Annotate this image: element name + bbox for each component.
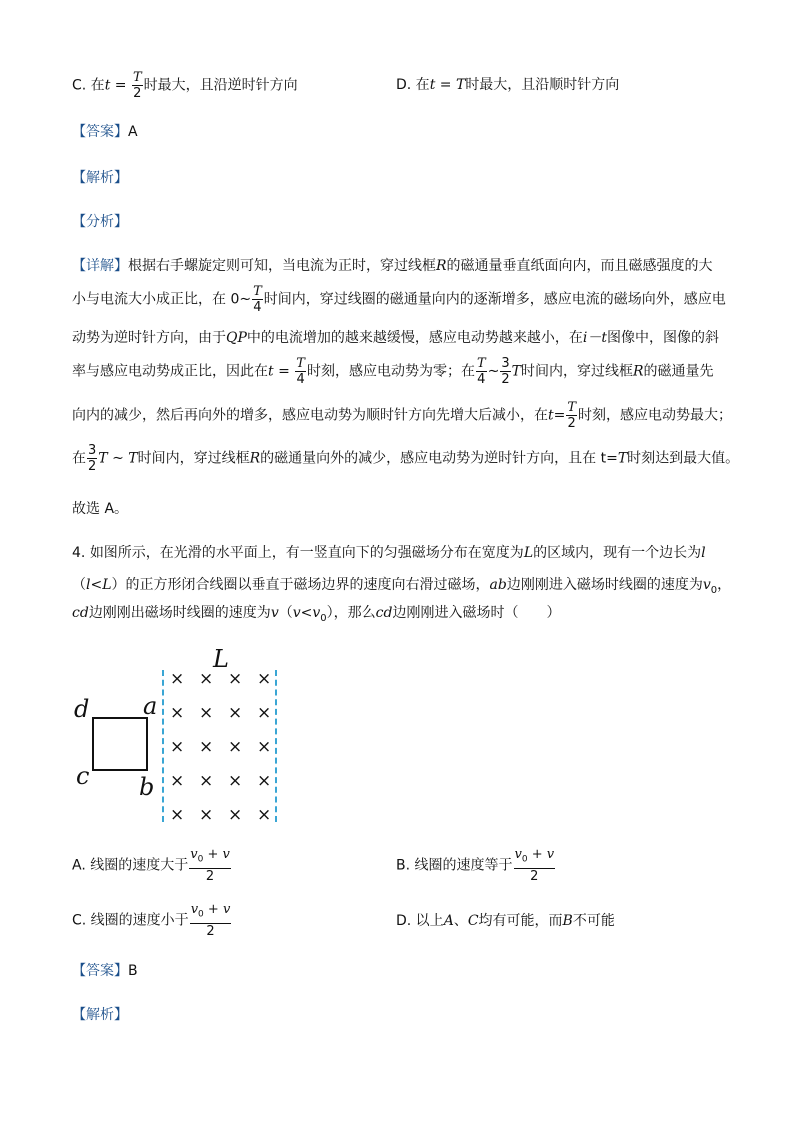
fraction-t-over-4: $\frac{T}{4}$ (253, 284, 262, 315)
fraction-t-over-4: $\frac{T}{4}$ (296, 356, 305, 387)
fraction-v0-plus-v-over-2: $\frac{v_0 + v}{2}$ (514, 847, 555, 884)
field-cross: × (199, 805, 214, 825)
field-cross: × (199, 703, 214, 723)
field-cross: × (170, 669, 185, 689)
field-cross: × (199, 737, 214, 757)
field-cross: × (228, 771, 243, 791)
field-cross: × (228, 737, 243, 757)
answer-1: 【答案】A (72, 124, 138, 140)
field-cross: × (170, 737, 185, 757)
fraction-t-over-2: $\frac{T}{2}$ (567, 400, 577, 431)
right-boundary (275, 670, 277, 822)
square-coil (92, 717, 148, 771)
option-c: C. 线圈的速度小于 $\frac{v_0 + v}{2}$ (72, 902, 231, 939)
q4-line-1: 4. 如图所示，在光滑的水平面上，有一竖直向下的匀强磁场分布在宽度为L的区域内，现有一个边长为l (72, 545, 706, 561)
field-cross: × (228, 805, 243, 825)
field-cross: × (257, 669, 272, 689)
label-b: b (139, 773, 155, 801)
detail-line-1: 【详解】根据右手螺旋定则可知，当电流为正时，穿过线框R的磁通量垂直纸面向内，而且磁感强度的大 (72, 258, 713, 274)
option-a: A. 线圈的速度大于 $\frac{v_0 + v}{2}$ (72, 847, 230, 884)
left-boundary (162, 670, 164, 822)
detail-line-3: 动势为逆时针方向，由于QP中的电流增加的越来越缓慢，感应电动势越来越小，在i－t图像中，图像的斜 (72, 330, 720, 346)
label-c: c (76, 762, 90, 790)
field-cross: × (170, 703, 185, 723)
analysis-1-heading: 【解析】 (72, 170, 128, 186)
option-d-prev: D. 在t = T时最大，且沿顺时针方向 (396, 77, 620, 93)
field-cross: × (228, 669, 243, 689)
fraction-3-over-2: $\frac{3}{2}$ (88, 443, 97, 474)
fraction-t-over-2: $\frac{T}{2}$ (132, 70, 142, 101)
q4-line-2: （l<L）的正方形闭合线圈以垂直于磁场边界的速度向右滑过磁场，ab边刚刚进入磁场时线圈的速度为$v_0$， (72, 577, 732, 596)
field-cross: × (257, 771, 272, 791)
detail-line-2: 小与电流大小成正比，在 0~ $\frac{T}{4}$ 时间内，穿过线圈的磁通量向内的逐渐增多，感应电流的磁场向外，感应电 (72, 284, 726, 315)
field-cross: × (257, 737, 272, 757)
fraction-v0-plus-v-over-2: $\frac{v_0 + v}{2}$ (190, 847, 230, 884)
magnetic-field-figure (70, 645, 310, 835)
label-a: a (143, 692, 158, 720)
fraction-t-over-4: $\frac{T}{4}$ (476, 356, 486, 387)
label-d: d (74, 695, 90, 723)
q4-line-3: cd边刚刚出磁场时线圈的速度为$v(v<v_0)$，那么cd边刚刚进入磁场时（ ） (72, 605, 561, 624)
analysis-2-heading: 【解析】 (72, 1007, 128, 1023)
detail-line-6: 在 $\frac{3}{2}$ T ~ T时间内，穿过线框R的磁通量向外的减少，感应电动势为逆时针方向，且在 t=T时刻达到最大值。 (72, 443, 740, 474)
field-cross: × (257, 703, 272, 723)
option-d: D. 以上A、C均有可能，而B不可能 (396, 913, 615, 929)
option-b: B. 线圈的速度等于 $\frac{v_0 + v}{2}$ (396, 847, 555, 884)
detail-line-5: 向内的减少，然后再向外的增多，感应电动势为顺时针方向先增大后减小，在t= $\frac{T}{2}$ 时刻，感应电动势最大； (72, 400, 733, 431)
option-c-prev: C. 在t = $\frac{T}{2}$ 时最大，且沿逆时针方向 (72, 70, 298, 101)
fraction-3-over-2: $\frac{3}{2}$ (501, 356, 510, 387)
detail-line-4: 率与感应电动势成正比，因此在t = $\frac{T}{4}$ 时刻，感应电动势为零；在 $\frac{T}{4}$ ~ $\frac{3}{2}$ T时间内，穿过线框R的磁通量先 (72, 356, 714, 387)
answer-2: 【答案】B (72, 963, 138, 979)
fenxi-heading: 【分析】 (72, 214, 128, 230)
conclusion: 故选 A。 (72, 501, 129, 517)
field-cross: × (170, 805, 185, 825)
field-cross: × (199, 669, 214, 689)
fraction-v0-plus-v-over-2: $\frac{v_0 + v}{2}$ (190, 902, 231, 939)
field-cross: × (228, 703, 243, 723)
field-cross: × (170, 771, 185, 791)
label-L: L (213, 645, 229, 673)
field-cross: × (257, 805, 272, 825)
field-cross: × (199, 771, 214, 791)
